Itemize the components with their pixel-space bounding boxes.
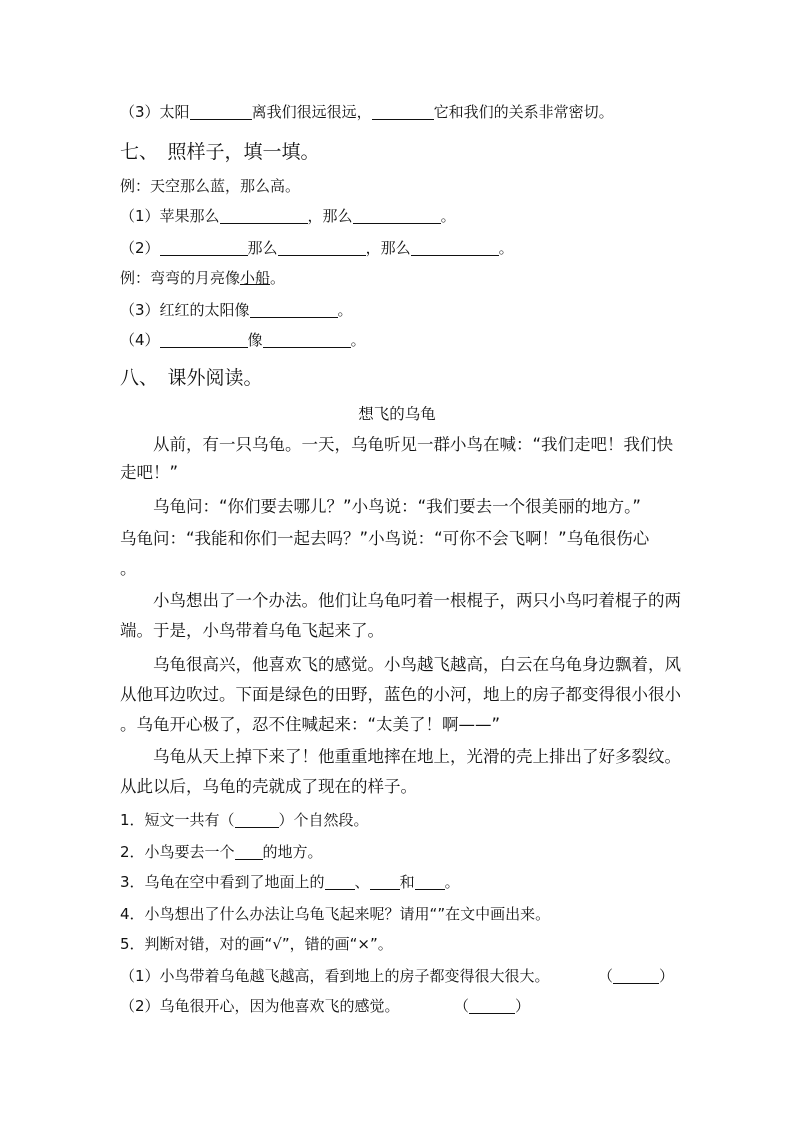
- story-line: 从他耳边吹过。下面是绿色的田野，蓝色的小河，地上的房子都变得很小很小: [120, 685, 681, 704]
- question-5: 5．判断对错，对的画“√”，错的画“×”。: [120, 935, 393, 953]
- s7-item-1: [120, 206, 456, 226]
- item-text: 它和我们的关系非常密切。: [433, 103, 614, 121]
- item-text: （4）: [120, 331, 160, 349]
- judgement-box-2: [454, 996, 530, 1016]
- item-text: 像: [247, 331, 263, 349]
- s7-item-3: [120, 300, 353, 320]
- answer-blank[interactable]: [613, 967, 659, 984]
- question-text: 的地方。: [262, 843, 323, 861]
- question-1: [120, 810, 369, 830]
- question-text: 。: [444, 873, 460, 891]
- question-text: 1．短文一共有（: [120, 811, 235, 829]
- item-text: ，那么: [307, 207, 353, 225]
- judgement-box-1: [598, 966, 674, 986]
- story-title: 想飞的乌龟: [358, 405, 436, 423]
- item-text: 那么: [247, 239, 278, 257]
- item-text: 太阳: [159, 103, 190, 121]
- item-number: （3）: [120, 103, 160, 121]
- answer-blank[interactable]: [190, 103, 252, 120]
- story-line: 乌龟问：“你们要去哪儿？”小鸟说：“我们要去一个很美丽的地方。”: [120, 497, 641, 516]
- answer-blank[interactable]: [160, 239, 248, 256]
- answer-blank[interactable]: [469, 997, 515, 1014]
- answer-blank[interactable]: [160, 331, 248, 348]
- item-text: （1）苹果那么: [120, 207, 220, 225]
- item-text: 离我们很远很远，: [251, 103, 372, 121]
- question-4: 4．小鸟想出了什么办法让乌龟飞起来呢？请用“”在文中画出来。: [120, 905, 551, 923]
- question-text: 3．乌龟在空中看到了地面上的: [120, 873, 325, 891]
- story-line: 。乌龟开心极了，忍不住喊起来：“太美了！啊——”: [120, 715, 501, 734]
- paren-close: ）: [515, 997, 531, 1015]
- example-underlined-word: 小船: [240, 269, 271, 287]
- item-text: 。: [350, 331, 366, 349]
- question-text: 、: [354, 873, 370, 891]
- answer-blank[interactable]: [325, 873, 355, 890]
- paren-open: （: [598, 967, 614, 985]
- q6-item-3: [120, 102, 614, 122]
- item-text: （2）: [120, 239, 160, 257]
- section-7-heading: 七、 照样子，填一填。: [120, 141, 320, 163]
- answer-blank[interactable]: [370, 873, 400, 890]
- question-5-item-2: [120, 996, 400, 1016]
- story-line: 乌龟很高兴，他喜欢飞的感觉。小鸟越飞越高，白云在乌龟身边飘着，风: [120, 655, 681, 674]
- example-1: 例：天空那么蓝，那么高。: [120, 177, 301, 195]
- item-text: 。: [337, 301, 353, 319]
- paren-open: （: [454, 997, 470, 1015]
- story-line: 端。于是，小鸟带着乌龟飞起来了。: [120, 621, 384, 640]
- statement-text: （1）小鸟带着乌龟越飞越高，看到地上的房子都变得很大很大。: [120, 967, 550, 985]
- question-3: [120, 872, 460, 892]
- section-8-heading: 八、 课外阅读。: [120, 367, 263, 389]
- answer-blank[interactable]: [220, 207, 308, 224]
- item-text: ，那么: [365, 239, 411, 257]
- paren-close: ）: [659, 967, 675, 985]
- answer-blank[interactable]: [411, 239, 499, 256]
- s7-item-4: [120, 330, 366, 350]
- question-2: [120, 842, 323, 862]
- question-text: 2．小鸟要去一个: [120, 843, 235, 861]
- example-text: 。: [270, 269, 286, 287]
- answer-blank[interactable]: [235, 843, 263, 860]
- story-line: 走吧！”: [120, 463, 179, 482]
- story-line: 乌龟从天上掉下来了！他重重地摔在地上，光滑的壳上排出了好多裂纹。: [120, 747, 681, 766]
- example-text: 例：弯弯的月亮像: [120, 269, 241, 287]
- item-text: （3）红红的太阳像: [120, 301, 250, 319]
- answer-blank[interactable]: [372, 103, 434, 120]
- statement-text: （2）乌龟很开心，因为他喜欢飞的感觉。: [120, 997, 400, 1015]
- answer-blank[interactable]: [250, 301, 338, 318]
- answer-blank[interactable]: [235, 811, 279, 828]
- answer-blank[interactable]: [353, 207, 441, 224]
- example-2: [120, 268, 285, 288]
- story-line: 乌龟问：“我能和你们一起去吗？”小鸟说：“可你不会飞啊！”乌龟很伤心: [120, 529, 650, 548]
- story-line: 从此以后，乌龟的壳就成了现在的样子。: [120, 777, 417, 796]
- story-line: 小鸟想出了一个办法。他们让乌龟叼着一根棍子，两只小鸟叼着棍子的两: [120, 591, 681, 610]
- item-text: 。: [498, 239, 514, 257]
- question-5-item-1: [120, 966, 550, 986]
- story-line: 。: [120, 559, 137, 578]
- item-text: 。: [440, 207, 456, 225]
- answer-blank[interactable]: [278, 239, 366, 256]
- answer-blank[interactable]: [263, 331, 351, 348]
- s7-item-2: [120, 238, 514, 258]
- story-line: 从前，有一只乌龟。一天，乌龟听见一群小鸟在喊：“我们走吧！我们快: [120, 435, 674, 454]
- question-text: 和: [399, 873, 415, 891]
- answer-blank[interactable]: [415, 873, 445, 890]
- question-text: ）个自然段。: [278, 811, 369, 829]
